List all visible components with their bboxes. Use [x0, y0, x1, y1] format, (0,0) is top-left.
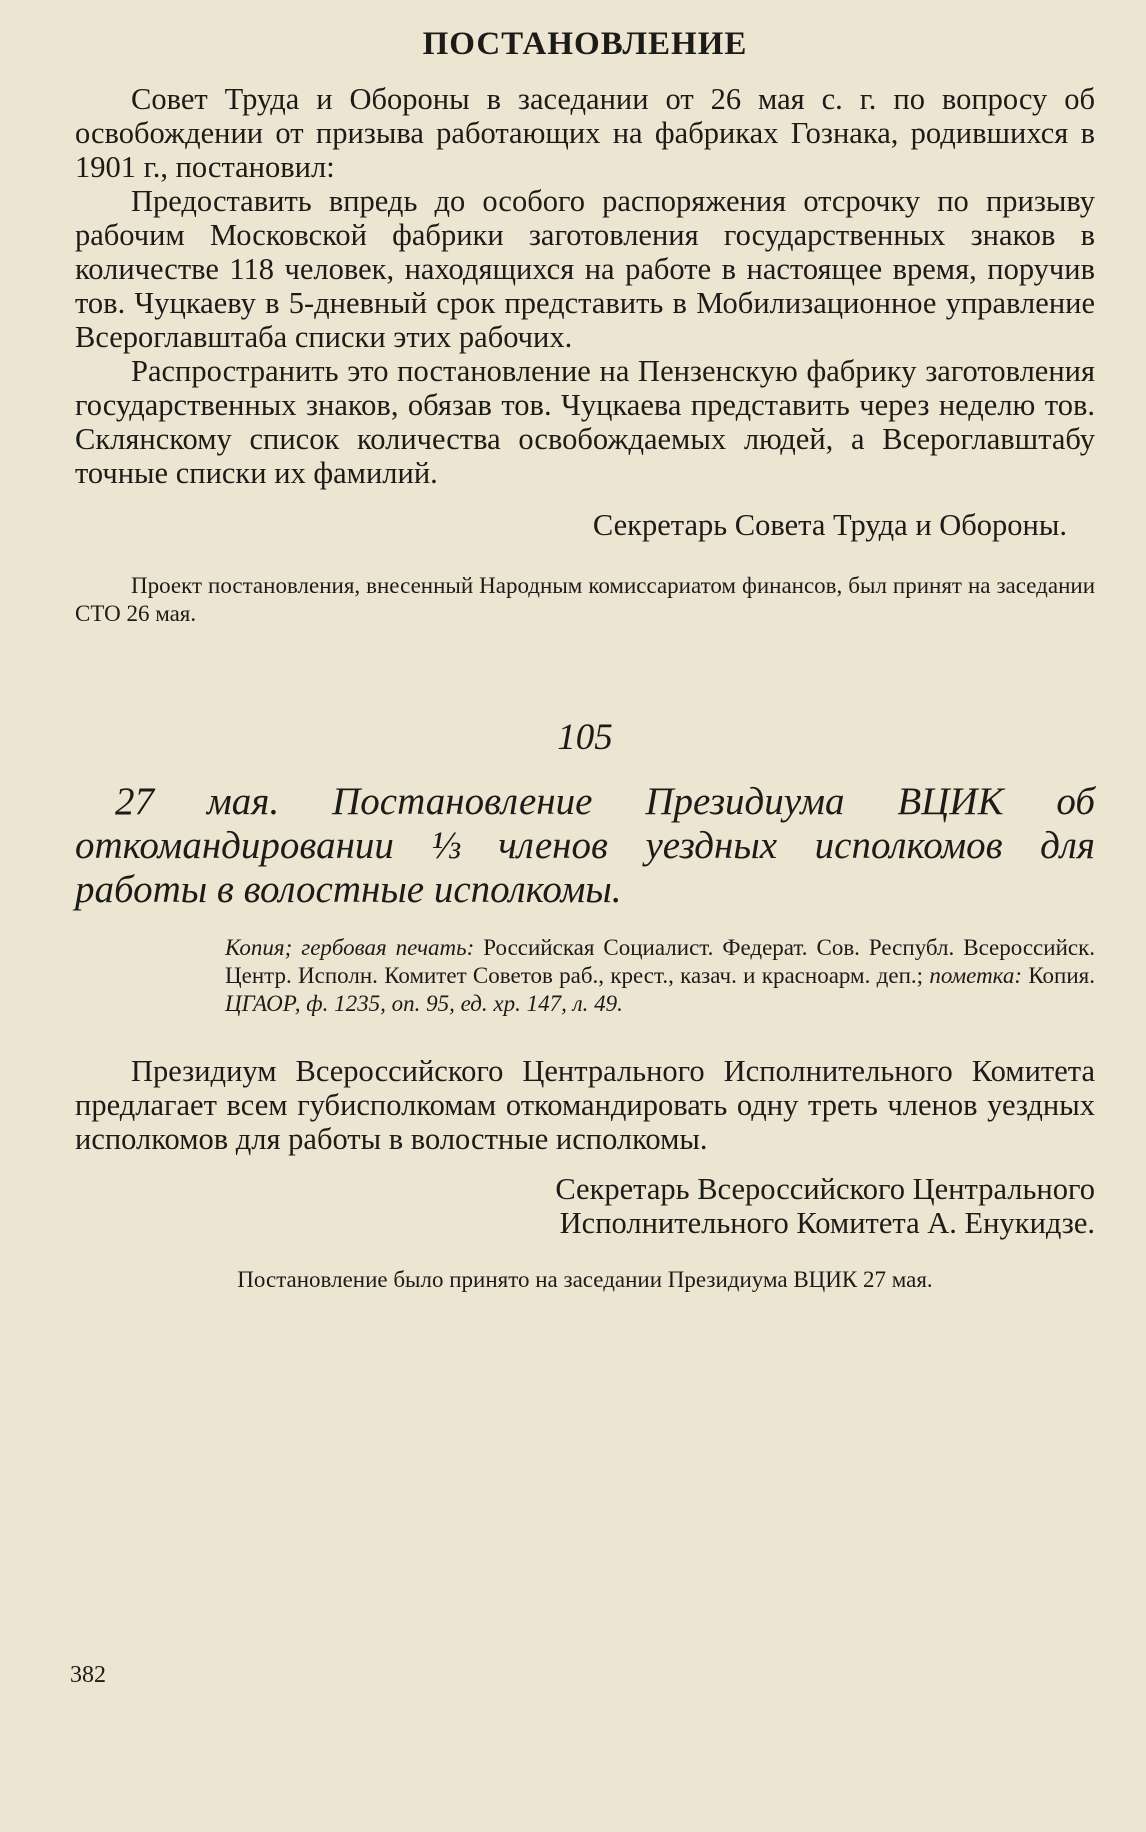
- resolution-footnote: Проект постановления, внесенный Народным комиссариатом финансов, был принят на заседании СТО 26 мая.: [75, 573, 1095, 626]
- resolution-paragraph-3: Распространить это постановление на Пензенскую фабрику заготовления государственных знаков, обязав тов. Чуцкаева представить через неделю тов. Склянскому список количества освобождаемых людей, а Всероглавштабу точные списки их фамилий.: [75, 354, 1095, 490]
- archival-mark-label: пометка:: [929, 963, 1023, 988]
- document-signature: [75, 1172, 1095, 1240]
- document-title: 27 мая. Постановление Президиума ВЦИК об откомандировании ⅓ членов уездных исполкомов для работы в волостные исполкомы.: [75, 780, 1095, 911]
- document-footnote: Постановление было принято на заседании Президиума ВЦИК 27 мая.: [237, 1267, 933, 1292]
- archival-seal: Российская Социалист. Федерат. Сов. Республ. Всероссийск. Центр. Исполн. Комитет Советов раб., крест., казач. и красноарм. деп.;: [225, 935, 1096, 988]
- resolution-signature: Секретарь Совета Труда и Обороны.: [592, 508, 1067, 542]
- signature-line-1: Секретарь Всероссийского Центрального: [555, 1172, 1095, 1206]
- resolution-paragraph-2: Предоставить впредь до особого распоряжения отсрочку по призыву рабочим Московской фабрики заготовления государственных знаков в количестве 118 человек, находящихся на работе в настоящее время, поручив тов. Чуцкаеву в 5-дневный срок представить в Мобилизационное управление Всероглавштаба списки этих рабочих.: [75, 184, 1095, 354]
- resolution-sto: [75, 24, 1095, 628]
- archival-mark-value: Копия.: [1028, 963, 1095, 988]
- document-number: 105: [557, 717, 613, 758]
- archival-lead: Копия; гербовая печать:: [225, 935, 475, 960]
- page-number: 382: [70, 1662, 106, 1688]
- resolution-paragraph-1: Совет Труда и Обороны в заседании от 26 мая с. г. по вопросу об освобождении от призыва работающих на фабриках Гознака, родившихся в 1901 г., постановил:: [75, 82, 1095, 184]
- archival-ref: ЦГАОР, ф. 1235, оп. 95, ед. хр. 147, л. 49.: [225, 991, 623, 1016]
- document-105: [75, 716, 1095, 1294]
- page-content: [75, 24, 1095, 1294]
- signature-line-2: Исполнительного Комитета А. Енукидзе.: [559, 1206, 1095, 1240]
- document-paragraph: Президиум Всероссийского Центрального Исполнительного Комитета предлагает всем губисполкомам откомандировать одну треть членов уездных исполкомов для работы в волостные исполкомы.: [75, 1054, 1095, 1156]
- archival-reference: [225, 934, 1095, 1018]
- resolution-heading: ПОСТАНОВЛЕНИЕ: [422, 26, 748, 62]
